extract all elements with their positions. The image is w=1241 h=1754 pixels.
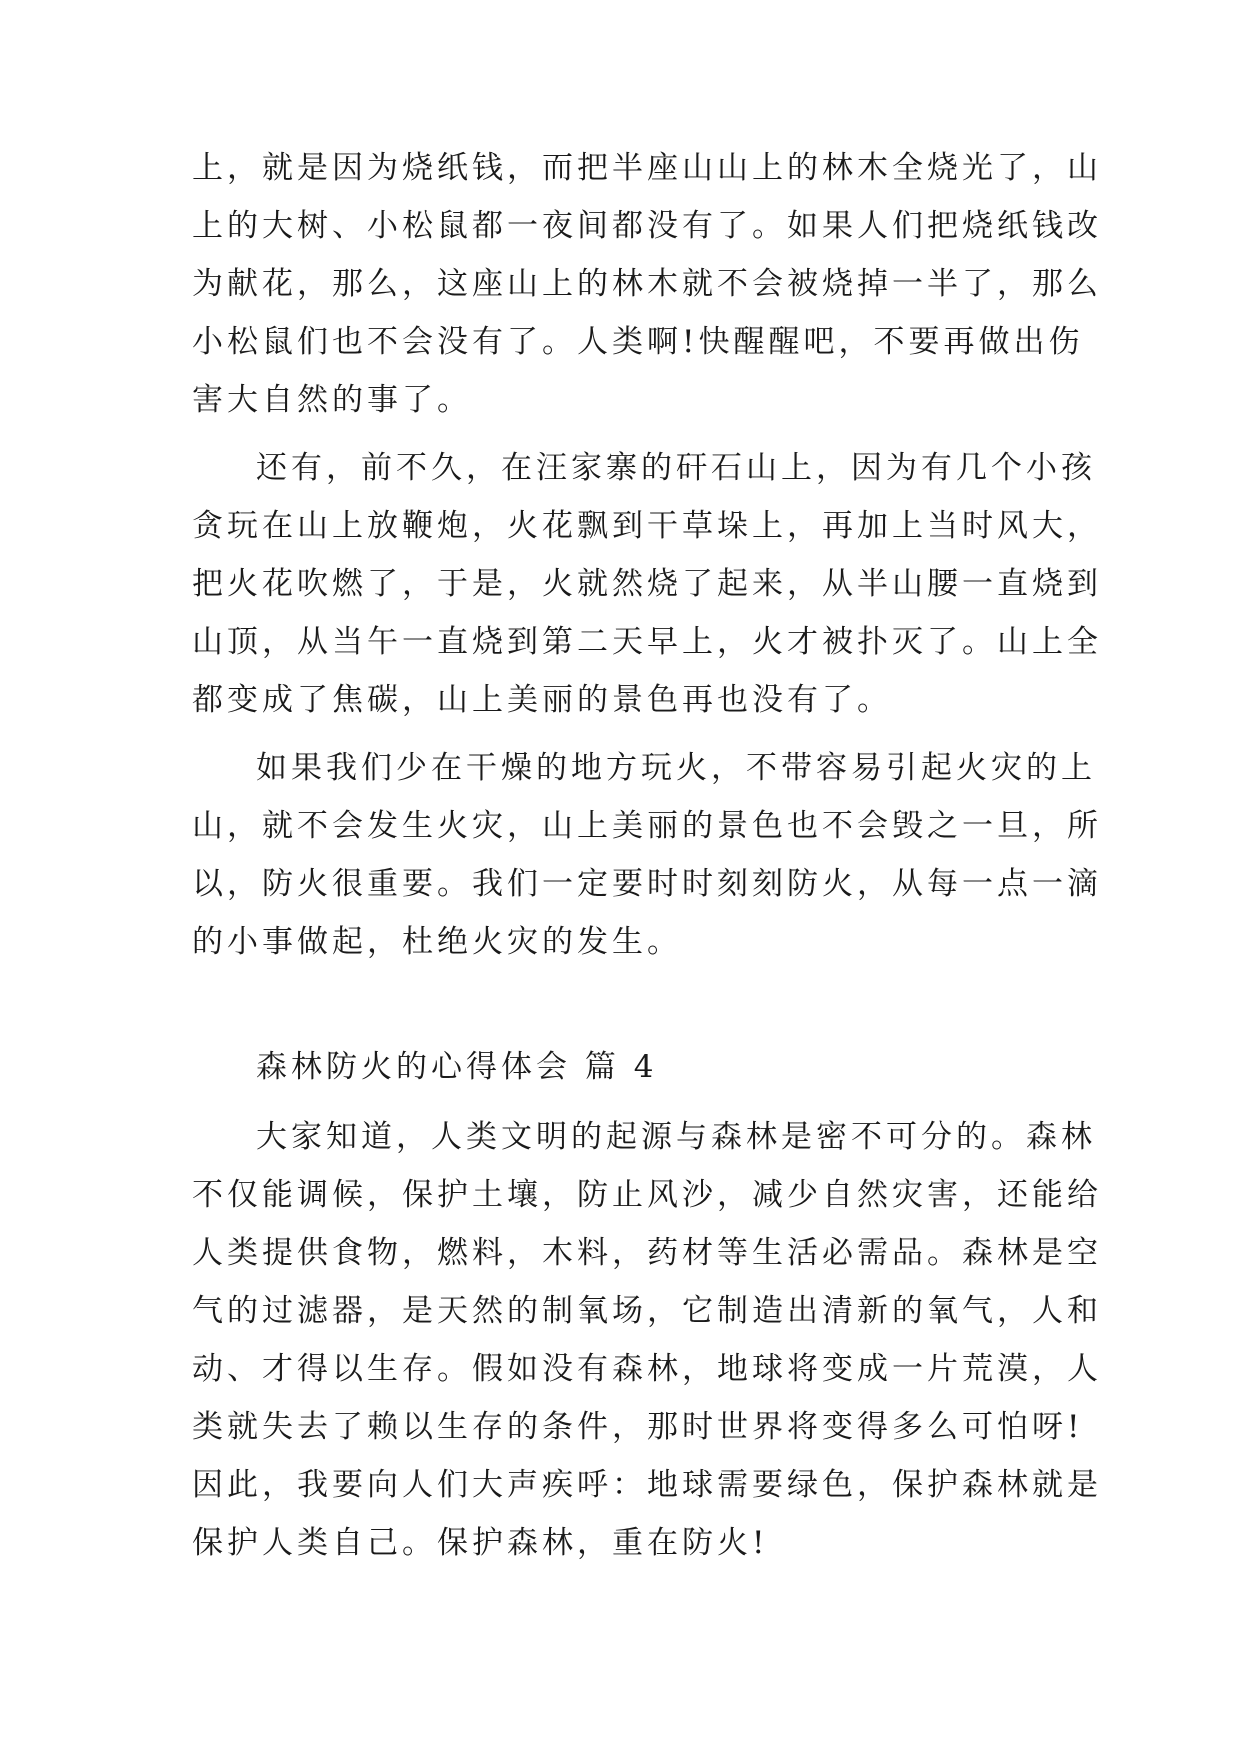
paragraph-line: 大家知道，人类文明的起源与森林是密不可分的。森林 <box>256 1119 1096 1155</box>
paragraph-line: 都变成了焦碳，山上美丽的景色再也没有了。 <box>192 682 892 718</box>
paragraph-line: 以，防火很重要。我们一定要时时刻刻防火，从每一点一滴 <box>192 866 1102 902</box>
section-heading: 森林防火的心得体会 篇 4 <box>256 1049 658 1085</box>
paragraph-line: 为献花，那么，这座山上的林木就不会被烧掉一半了，那么 <box>192 266 1102 302</box>
paragraph-line: 把火花吹燃了，于是，火就然烧了起来，从半山腰一直烧到 <box>192 566 1102 602</box>
paragraph-line: 山顶，从当午一直烧到第二天早上，火才被扑灭了。山上全 <box>192 624 1102 660</box>
paragraph-line: 的小事做起，杜绝火灾的发生。 <box>192 924 682 960</box>
paragraph-line: 动、才得以生存。假如没有森林，地球将变成一片荒漠，人 <box>192 1351 1102 1387</box>
paragraph-line: 气的过滤器，是天然的制氧场，它制造出清新的氧气，人和 <box>192 1293 1102 1329</box>
paragraph-line: 如果我们少在干燥的地方玩火，不带容易引起火灾的上 <box>256 750 1096 786</box>
paragraph-line: 害大自然的事了。 <box>192 382 472 418</box>
paragraph-line: 小松鼠们也不会没有了。人类啊!快醒醒吧，不要再做出伤 <box>192 324 1084 360</box>
paragraph-line: 因此，我要向人们大声疾呼：地球需要绿色，保护森林就是 <box>192 1467 1102 1503</box>
paragraph-line: 人类提供食物，燃料，木料，药材等生活必需品。森林是空 <box>192 1235 1102 1271</box>
paragraph-line: 不仅能调候，保护土壤，防止风沙，减少自然灾害，还能给 <box>192 1177 1102 1213</box>
paragraph-line: 上的大树、小松鼠都一夜间都没有了。如果人们把烧纸钱改 <box>192 208 1102 244</box>
paragraph-line: 类就失去了赖以生存的条件，那时世界将变得多么可怕呀! <box>192 1409 1084 1445</box>
paragraph-line: 保护人类自己。保护森林，重在防火! <box>192 1525 769 1561</box>
paragraph-line: 还有，前不久，在汪家寨的矸石山上，因为有几个小孩 <box>256 450 1096 486</box>
paragraph-line: 上，就是因为烧纸钱，而把半座山山上的林木全烧光了，山 <box>192 150 1102 186</box>
paragraph-line: 贪玩在山上放鞭炮，火花飘到干草垛上，再加上当时风大， <box>192 508 1102 544</box>
paragraph-line: 山，就不会发生火灾，山上美丽的景色也不会毁之一旦，所 <box>192 808 1102 844</box>
